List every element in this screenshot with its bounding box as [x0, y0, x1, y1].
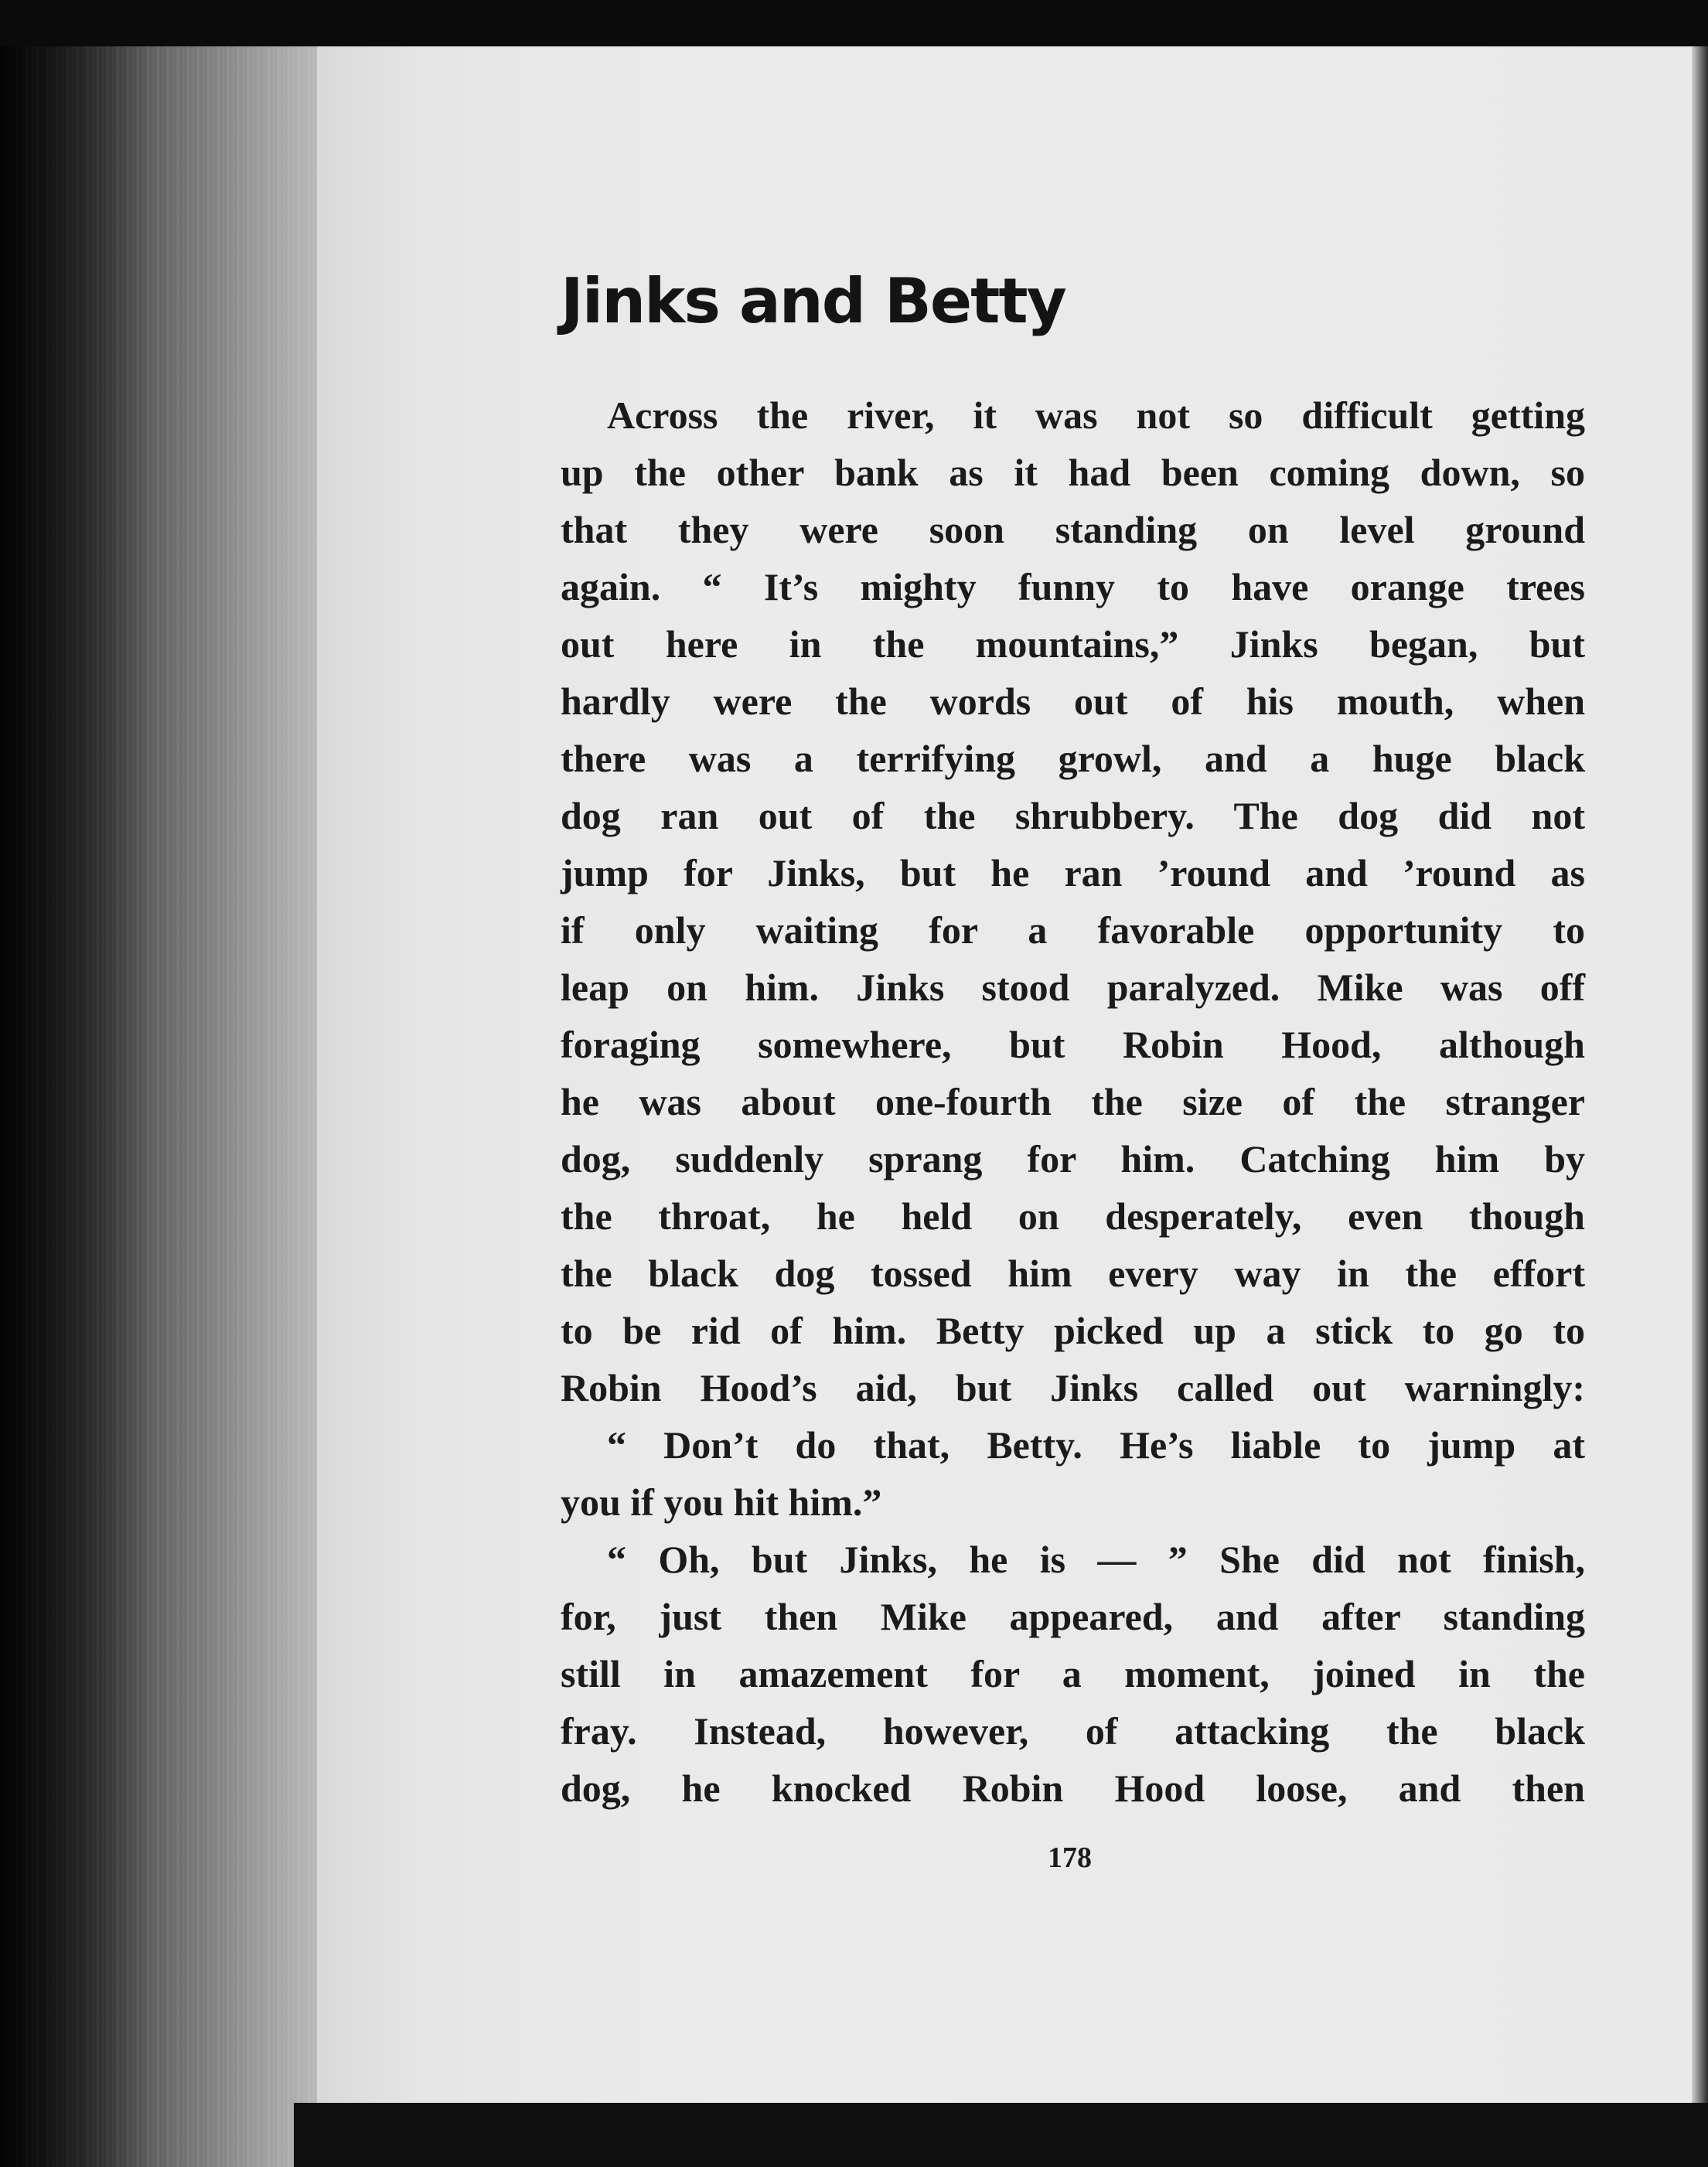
text-line: still in amazement for a moment, joined in the — [561, 1652, 1585, 1695]
right-page-edge — [1692, 46, 1708, 2167]
text-line: up the other bank as it had been coming down, so — [561, 451, 1585, 494]
text-line: the throat, he held on desperately, even though — [561, 1194, 1585, 1238]
text-line: dog ran out of the shrubbery. The dog did not — [561, 794, 1585, 837]
text-line: out here in the mountains,” Jinks began, but — [561, 622, 1585, 666]
text-line: dog, he knocked Robin Hood loose, and then — [561, 1767, 1585, 1810]
text-line: again. “ It’s mighty funny to have orange trees — [561, 565, 1585, 608]
text-line: foraging somewhere, but Robin Hood, although — [561, 1023, 1585, 1066]
text-line: he was about one-fourth the size of the stranger — [561, 1080, 1585, 1123]
text-line: “ Don’t do that, Betty. He’s liable to jump at — [607, 1423, 1585, 1467]
text-line: fray. Instead, however, of attacking the black — [561, 1709, 1585, 1753]
bottom-scan-edge — [294, 2103, 1708, 2167]
text-line: to be rid of him. Betty picked up a stick to go to — [561, 1309, 1585, 1352]
text-line: hardly were the words out of his mouth, when — [561, 680, 1585, 723]
text-line: dog, suddenly sprang for him. Catching him by — [561, 1137, 1585, 1181]
binding-shadow — [0, 46, 155, 2167]
text-line: jump for Jinks, but he ran ’round and ’round as — [561, 851, 1585, 894]
text-line: there was a terrifying growl, and a huge black — [561, 737, 1585, 780]
chapter-title: Jinks and Betty — [561, 265, 1065, 337]
page-number: 178 — [1048, 1842, 1092, 1874]
text-line: for, just then Mike appeared, and after standing — [561, 1595, 1585, 1638]
text-line: Robin Hood’s aid, but Jinks called out warningly: — [561, 1366, 1585, 1409]
text-line: that they were soon standing on level ground — [561, 508, 1585, 551]
text-line: you if you hit him.” — [561, 1480, 882, 1524]
text-line: leap on him. Jinks stood paralyzed. Mike was off — [561, 966, 1585, 1009]
text-line: the black dog tossed him every way in the effort — [561, 1252, 1585, 1295]
text-line: if only waiting for a favorable opportunity to — [561, 908, 1585, 952]
text-line: “ Oh, but Jinks, he is — ” She did not finish, — [607, 1538, 1585, 1581]
text-line: Across the river, it was not so difficult getting — [607, 394, 1585, 437]
